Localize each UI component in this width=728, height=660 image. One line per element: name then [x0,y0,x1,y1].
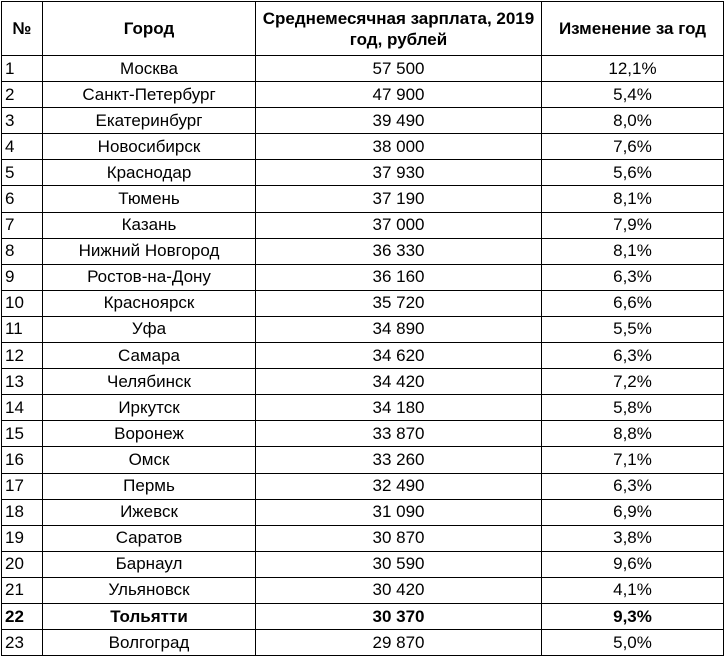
table-row [2,551,724,577]
table-row [2,134,724,160]
table-row [2,577,724,603]
table-row [2,160,724,186]
cell-number: 23 [2,630,43,656]
cell-number: 13 [2,369,43,395]
cell-salary: 47 900 [256,82,542,108]
cell-change: 6,3% [542,473,724,499]
cell-salary: 29 870 [256,630,542,656]
cell-city: Ижевск [43,499,256,525]
cell-change: 5,5% [542,316,724,342]
cell-number: 22 [2,603,43,629]
cell-city: Иркутск [43,395,256,421]
cell-salary: 30 870 [256,525,542,551]
table-row [2,108,724,134]
header-number: № [2,2,43,56]
cell-number: 21 [2,577,43,603]
cell-change: 5,4% [542,82,724,108]
table-row [2,56,724,82]
cell-number: 3 [2,108,43,134]
cell-salary: 39 490 [256,108,542,134]
cell-city: Новосибирск [43,134,256,160]
cell-number: 5 [2,160,43,186]
cell-city: Краснодар [43,160,256,186]
cell-number: 9 [2,264,43,290]
cell-city: Нижний Новгород [43,238,256,264]
cell-salary: 31 090 [256,499,542,525]
salary-table [1,1,724,656]
cell-change: 8,8% [542,421,724,447]
table-row [2,525,724,551]
table-row [2,499,724,525]
cell-number: 12 [2,343,43,369]
cell-city: Саратов [43,525,256,551]
table-row [2,473,724,499]
cell-city: Воронеж [43,421,256,447]
cell-number: 18 [2,499,43,525]
table-row [2,395,724,421]
cell-salary: 37 190 [256,186,542,212]
table-row [2,447,724,473]
cell-change: 9,3% [542,603,724,629]
cell-number: 14 [2,395,43,421]
cell-salary: 37 930 [256,160,542,186]
cell-number: 2 [2,82,43,108]
cell-salary: 33 870 [256,421,542,447]
cell-salary: 36 330 [256,238,542,264]
cell-salary: 33 260 [256,447,542,473]
cell-salary: 34 890 [256,316,542,342]
table-row [2,421,724,447]
header-change: Изменение за год [542,2,724,56]
cell-salary: 30 370 [256,603,542,629]
cell-number: 15 [2,421,43,447]
cell-number: 4 [2,134,43,160]
cell-city: Казань [43,212,256,238]
cell-salary: 34 420 [256,369,542,395]
table-row [2,186,724,212]
cell-salary: 38 000 [256,134,542,160]
cell-change: 5,0% [542,630,724,656]
cell-city: Омск [43,447,256,473]
cell-change: 8,1% [542,186,724,212]
cell-change: 7,2% [542,369,724,395]
cell-salary: 37 000 [256,212,542,238]
cell-city: Челябинск [43,369,256,395]
table-row [2,316,724,342]
cell-number: 19 [2,525,43,551]
cell-city: Екатеринбург [43,108,256,134]
cell-city: Пермь [43,473,256,499]
table-row [2,603,724,629]
cell-city: Уфа [43,316,256,342]
cell-salary: 30 590 [256,551,542,577]
cell-number: 20 [2,551,43,577]
table-header-row [2,2,724,56]
cell-change: 5,6% [542,160,724,186]
cell-city: Самара [43,343,256,369]
cell-number: 11 [2,316,43,342]
cell-number: 17 [2,473,43,499]
table-row [2,82,724,108]
cell-change: 8,0% [542,108,724,134]
cell-salary: 57 500 [256,56,542,82]
cell-salary: 36 160 [256,264,542,290]
cell-number: 6 [2,186,43,212]
cell-city: Москва [43,56,256,82]
cell-city: Тюмень [43,186,256,212]
cell-city: Волгоград [43,630,256,656]
cell-salary: 30 420 [256,577,542,603]
cell-number: 7 [2,212,43,238]
cell-number: 1 [2,56,43,82]
cell-city: Тольятти [43,603,256,629]
cell-salary: 34 620 [256,343,542,369]
table-body [2,56,724,656]
cell-change: 7,9% [542,212,724,238]
cell-change: 7,6% [542,134,724,160]
cell-city: Ростов-на-Дону [43,264,256,290]
header-city: Город [43,2,256,56]
cell-change: 6,9% [542,499,724,525]
cell-number: 8 [2,238,43,264]
cell-city: Красноярск [43,290,256,316]
cell-change: 6,3% [542,343,724,369]
table-row [2,369,724,395]
cell-city: Барнаул [43,551,256,577]
cell-change: 5,8% [542,395,724,421]
cell-change: 6,6% [542,290,724,316]
table-row [2,630,724,656]
cell-change: 6,3% [542,264,724,290]
table-row [2,290,724,316]
cell-change: 3,8% [542,525,724,551]
table-row [2,264,724,290]
cell-change: 8,1% [542,238,724,264]
cell-change: 9,6% [542,551,724,577]
cell-salary: 32 490 [256,473,542,499]
table-row [2,212,724,238]
cell-city: Ульяновск [43,577,256,603]
cell-number: 10 [2,290,43,316]
cell-change: 4,1% [542,577,724,603]
header-salary: Среднемесячная зарплата, 2019 год, рублей [256,2,542,56]
table-row [2,238,724,264]
cell-city: Санкт-Петербург [43,82,256,108]
cell-number: 16 [2,447,43,473]
table-row [2,343,724,369]
cell-change: 12,1% [542,56,724,82]
cell-change: 7,1% [542,447,724,473]
cell-salary: 35 720 [256,290,542,316]
cell-salary: 34 180 [256,395,542,421]
